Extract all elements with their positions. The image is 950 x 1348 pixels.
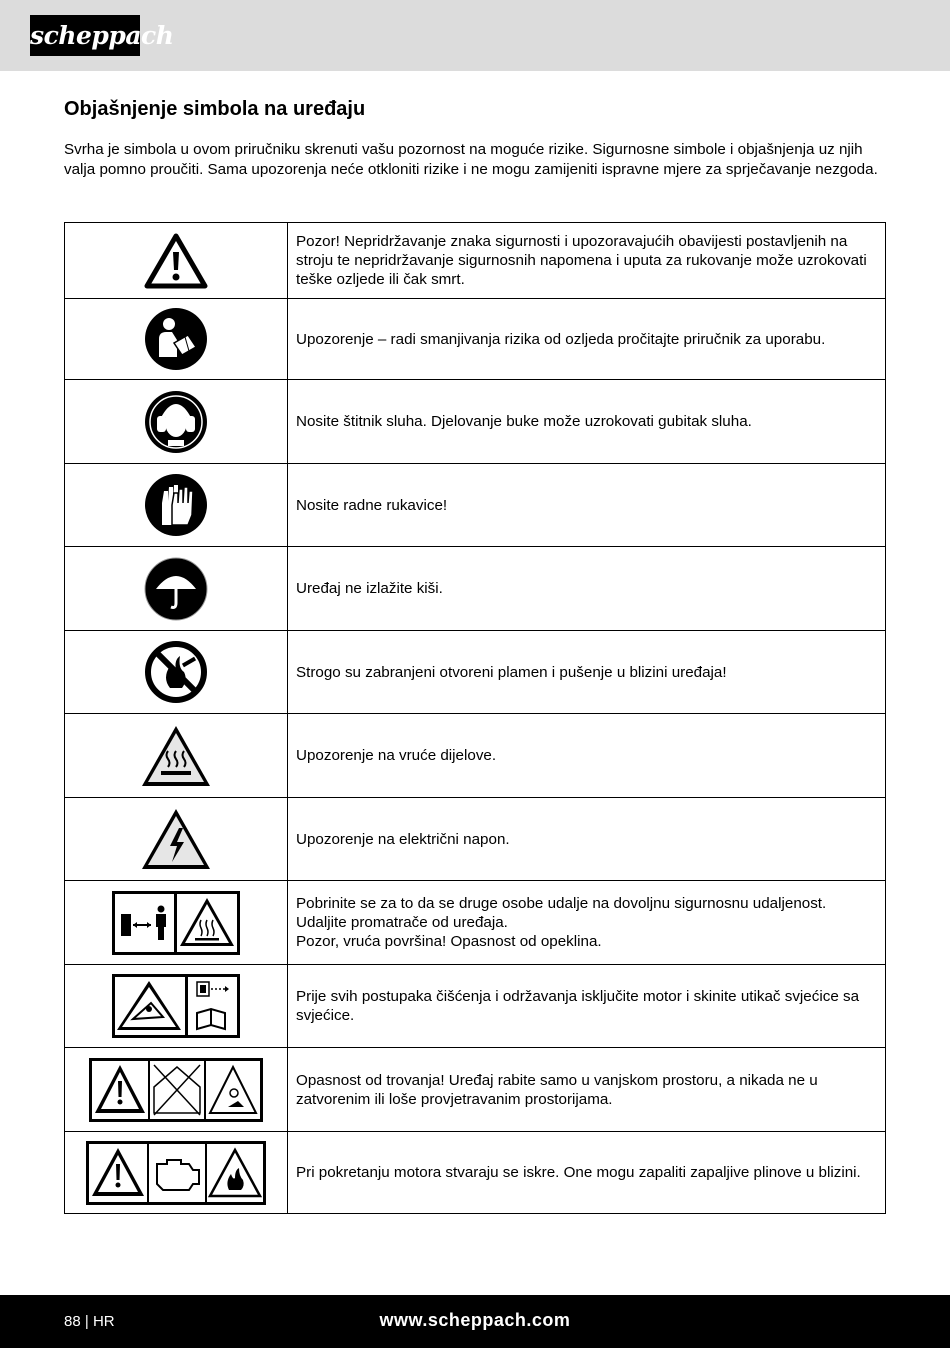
page-header xyxy=(0,0,950,71)
keep-distance-hot-surface-icon xyxy=(111,890,241,956)
icon-cell xyxy=(65,299,288,380)
table-row xyxy=(65,631,886,714)
row-text: Upozorenje na električni napon. xyxy=(288,798,886,881)
icon-cell xyxy=(65,1048,288,1132)
table-row xyxy=(65,798,886,881)
page-footer xyxy=(0,1295,950,1348)
electric-voltage-icon xyxy=(139,806,213,872)
row-text: Strogo su zabranjeni otvoreni plamen i pušenje u blizini uređaja! xyxy=(288,631,886,714)
table-row xyxy=(65,464,886,547)
website-url: www.scheppach.com xyxy=(379,1310,571,1330)
row-text: Opasnost od trovanja! Uređaj rabite samo u vanjskom prostoru, a nikada ne u zatvorenim ili loše provjetravanim prostorijama. xyxy=(288,1048,886,1132)
row-text: Upozorenje na vruće dijelove. xyxy=(288,714,886,798)
table-row xyxy=(65,380,886,464)
language-code: HR xyxy=(92,1313,115,1330)
row-text: Pobrinite se za to da se druge osobe udalje na dovoljnu sigurnosnu udaljenost. Udaljite promatrače od uređaja. Pozor, vruća površina! Opasnost od opeklina. xyxy=(288,881,886,965)
row-text: Upozorenje – radi smanjivanja rizika od ozljeda pročitajte priručnik za uporabu. xyxy=(288,299,886,380)
icon-cell xyxy=(65,798,288,881)
table-row xyxy=(65,881,886,965)
umbrella-icon xyxy=(144,557,208,621)
row-text: Pozor! Nepridržavanje znaka sigurnosti i upozoravajućih obavijesti postavljenih na stroju te nepridržavanje sigurnosnih napomena i uputa za rukovanje može uzrokovati teške ozljede ili čak smrt. xyxy=(288,223,886,299)
ear-protection-icon xyxy=(144,390,208,454)
poisoning-hazard-icon xyxy=(88,1057,264,1123)
icon-cell xyxy=(65,1132,288,1214)
warning-triangle-icon xyxy=(144,233,208,289)
intro-paragraph: Svrha je simbola u ovom priručniku skrenuti vašu pozornost na moguće rizike. Sigurnosne simbole i objašnjenja uz njih valja pomno proučiti. Sama upozorenja neće otkloniti rizike i ne mogu zamijeniti ispravne mjere za sprječavanje nezgoda. xyxy=(64,141,878,178)
icon-cell xyxy=(65,547,288,631)
row-text: Nosite štitnik sluha. Djelovanje buke može uzrokovati gubitak sluha. xyxy=(288,380,886,464)
icon-cell xyxy=(65,631,288,714)
engine-spark-fire-icon xyxy=(85,1140,267,1206)
table-row xyxy=(65,1048,886,1132)
page-number: 88 xyxy=(64,1313,81,1330)
page-title: Objašnjenje simbola na uređaju xyxy=(64,98,366,120)
table-row xyxy=(65,547,886,631)
row-text: Uređaj ne izlažite kiši. xyxy=(288,547,886,631)
scheppach-logo: scheppach xyxy=(30,15,140,56)
icon-cell xyxy=(65,380,288,464)
symbols-table xyxy=(64,222,886,1214)
row-text: Pri pokretanju motora stvaraju se iskre. One mogu zapaliti zapaljive plinove u blizini. xyxy=(288,1132,886,1214)
icon-cell xyxy=(65,714,288,798)
icon-cell xyxy=(65,464,288,547)
table-row xyxy=(65,1132,886,1214)
table-row xyxy=(65,965,886,1048)
table-row xyxy=(65,299,886,380)
table-row xyxy=(65,714,886,798)
read-manual-icon xyxy=(144,307,208,371)
row-text: Prije svih postupaka čišćenja i održavanja isključite motor i skinite utikač svjećice sa svjećice. xyxy=(288,965,886,1048)
icon-cell xyxy=(65,965,288,1048)
disconnect-spark-plug-icon xyxy=(111,973,241,1039)
table-row xyxy=(65,223,886,299)
icon-cell xyxy=(65,881,288,965)
gloves-icon xyxy=(144,473,208,537)
row-text: Nosite radne rukavice! xyxy=(288,464,886,547)
hot-surface-icon xyxy=(139,723,213,789)
icon-cell xyxy=(65,223,288,299)
page-separator: | xyxy=(84,1313,89,1330)
no-open-flame-icon xyxy=(144,640,208,704)
